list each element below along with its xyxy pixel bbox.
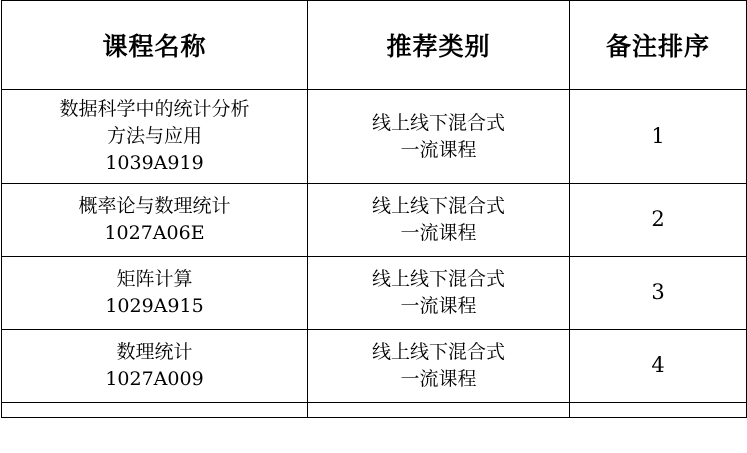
- course-code-line: 1029A915: [105, 295, 204, 317]
- table-header-row: [2, 1, 747, 90]
- course-table: [1, 0, 747, 418]
- category-line: 一流课程: [400, 222, 477, 244]
- table-row: [2, 184, 747, 257]
- cell-course-name: [2, 330, 308, 403]
- course-code-line: 1039A919: [105, 151, 204, 174]
- cell-remark-order: [570, 403, 747, 418]
- category-line: 线上线下混合式: [371, 341, 505, 364]
- column-header-course-name: 课程名称: [2, 1, 308, 90]
- table-row: [2, 257, 747, 330]
- cell-course-name: [2, 257, 308, 330]
- course-name-line: 数理统计: [116, 341, 193, 364]
- cell-course-name: [2, 90, 308, 184]
- cell-course-name: [2, 403, 308, 418]
- cell-recommend-category: [308, 257, 570, 330]
- table-row: [2, 403, 747, 418]
- category-line: 一流课程: [400, 138, 477, 161]
- category-line: 一流课程: [400, 295, 477, 317]
- category-line: 线上线下混合式: [371, 195, 505, 218]
- category-line: 一流课程: [400, 368, 477, 390]
- cell-remark-order: 4: [570, 330, 747, 403]
- cell-remark-order: 2: [570, 184, 747, 257]
- table-header: [2, 1, 747, 90]
- course-name-line: 方法与应用: [106, 125, 202, 148]
- column-header-recommend-category: 推荐类别: [308, 1, 570, 90]
- cell-recommend-category: [308, 403, 570, 418]
- course-code-line: 1027A06E: [104, 222, 205, 244]
- table-row: [2, 330, 747, 403]
- category-lines: [308, 266, 569, 320]
- course-name-lines: [2, 266, 307, 320]
- course-name-lines: [2, 339, 307, 393]
- table-body: [2, 90, 747, 418]
- category-lines: [308, 193, 569, 247]
- cell-recommend-category: [308, 184, 570, 257]
- category-line: 线上线下混合式: [371, 111, 505, 134]
- course-name-line: 概率论与数理统计: [78, 195, 231, 218]
- table-row: [2, 90, 747, 184]
- course-name-lines: [2, 96, 307, 177]
- category-lines: [308, 110, 569, 164]
- cell-recommend-category: [308, 330, 570, 403]
- course-name-line: 矩阵计算: [116, 268, 193, 291]
- category-lines: [308, 339, 569, 393]
- course-name-line: 数据科学中的统计分析: [59, 98, 250, 121]
- cell-remark-order: 3: [570, 257, 747, 330]
- cell-recommend-category: [308, 90, 570, 184]
- column-header-remark-order: 备注排序: [570, 1, 747, 90]
- cell-course-name: [2, 184, 308, 257]
- category-line: 线上线下混合式: [371, 268, 505, 291]
- course-name-lines: [2, 193, 307, 247]
- course-code-line: 1027A009: [105, 368, 204, 390]
- cell-remark-order: 1: [570, 90, 747, 184]
